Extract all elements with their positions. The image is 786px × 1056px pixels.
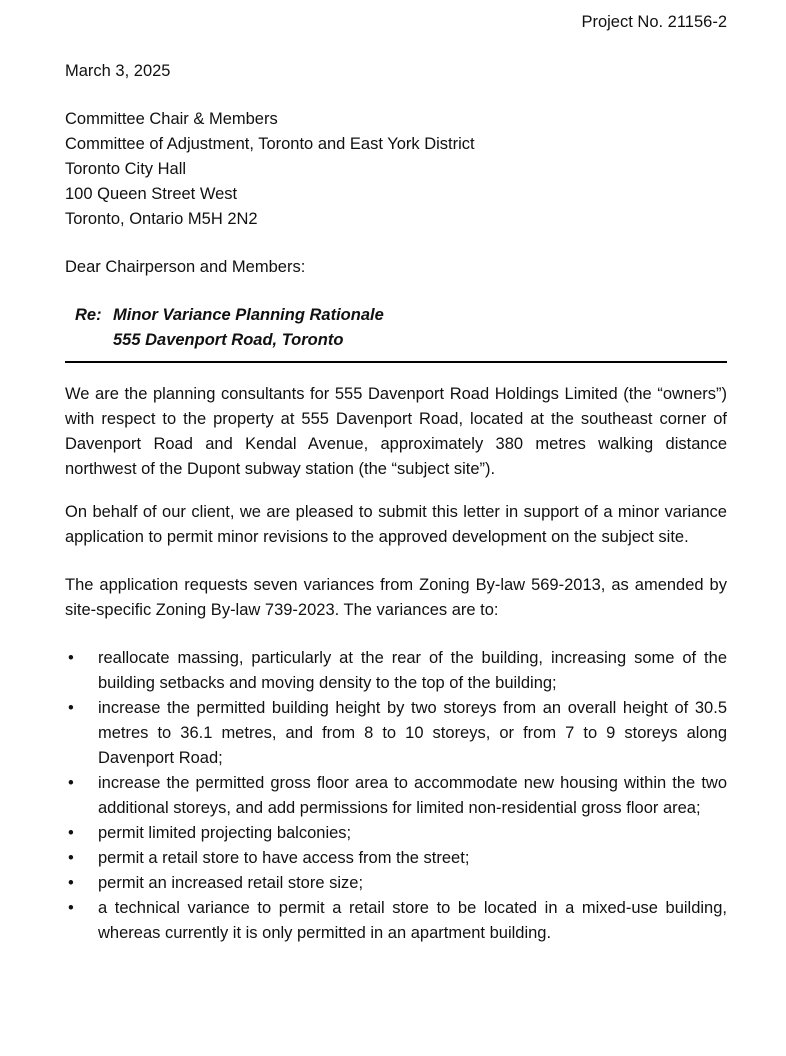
re-row xyxy=(65,303,727,353)
list-item-text: increase the permitted building height by two storeys from an overall height of 30.5 metres to 36.1 metres, and from 8 to 10 storeys, or from 7 to 9 storeys along Davenport Road; xyxy=(98,699,727,767)
salutation: Dear Chairperson and Members: xyxy=(65,258,306,276)
variance-list xyxy=(65,646,727,946)
recipient-line-street: 100 Queen Street West xyxy=(65,185,238,203)
paragraph-introduction: We are the planning consultants for 555 Davenport Road Holdings Limited (the “owners”) with respect to the property at 555 Davenport Road, located at the southeast corner of Davenport Road and Kendal Avenue, approximately 380 metres walking distance northwest of the Dupont subway station (the “subject site”). xyxy=(65,385,727,478)
recipient-line-name: Committee Chair & Members xyxy=(65,110,278,128)
paragraph-purpose: On behalf of our client, we are pleased to submit this letter in support of a minor variance application to permit minor revisions to the approved development on the subject site. xyxy=(65,503,727,546)
recipient-address-block xyxy=(65,107,727,232)
list-item-text: permit an increased retail store size; xyxy=(98,874,364,892)
recipient-line-committee: Committee of Adjustment, Toronto and East York District xyxy=(65,135,475,153)
re-subject-line-address: 555 Davenport Road, Toronto xyxy=(113,331,344,349)
list-item xyxy=(65,646,727,696)
project-number: Project No. 21156-2 xyxy=(581,13,727,31)
re-subject-block xyxy=(65,303,727,363)
list-item-text: reallocate massing, particularly at the rear of the building, increasing some of the building setbacks and moving density to the top of the building; xyxy=(98,649,727,692)
re-subject-lines xyxy=(113,303,384,353)
list-item xyxy=(65,846,727,871)
list-item-text: permit a retail store to have access from the street; xyxy=(98,849,470,867)
list-item xyxy=(65,696,727,771)
paragraph-variances-intro: The application requests seven variances from Zoning By-law 569-2013, as amended by site-specific Zoning By-law 739-2023. The variances are to: xyxy=(65,576,727,619)
list-item xyxy=(65,896,727,946)
list-item xyxy=(65,771,727,821)
list-item-text: permit limited projecting balconies; xyxy=(98,824,352,842)
letter-date: March 3, 2025 xyxy=(65,62,171,80)
re-subject-line-title: Minor Variance Planning Rationale xyxy=(113,306,384,324)
recipient-line-building: Toronto City Hall xyxy=(65,160,187,178)
recipient-line-city: Toronto, Ontario M5H 2N2 xyxy=(65,210,258,228)
re-label: Re: xyxy=(75,306,102,324)
list-item-text: a technical variance to permit a retail store to be located in a mixed-use building, whereas currently it is only permitted in an apartment building. xyxy=(98,899,727,942)
list-item xyxy=(65,871,727,896)
list-item-text: increase the permitted gross floor area to accommodate new housing within the two additional storeys, and add permissions for limited non-residential gross floor area; xyxy=(98,774,727,817)
list-item xyxy=(65,821,727,846)
